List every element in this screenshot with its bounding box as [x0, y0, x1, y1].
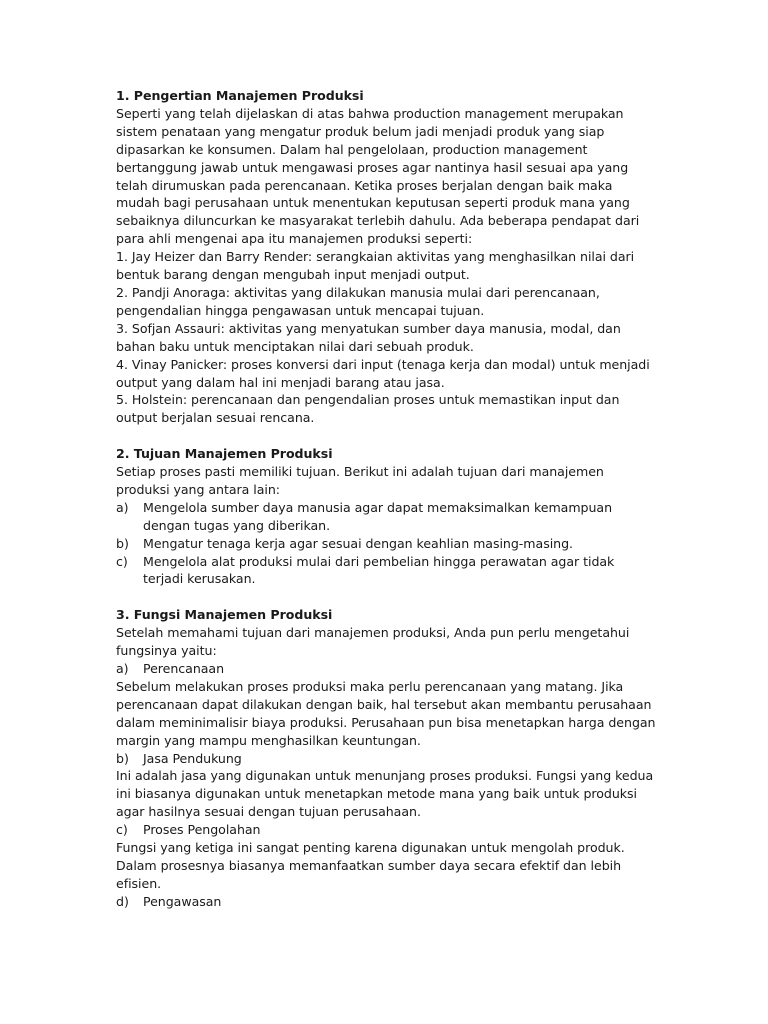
expert-definition-4: 4. Vinay Panicker: proses konversi dari input (tenaga kerja dan modal) untuk menjadi output yang dalam hal ini menjadi barang atau jasa. — [116, 356, 650, 390]
list-marker: a) — [116, 499, 129, 515]
expert-definition-5: 5. Holstein: perencanaan dan pengendalian proses untuk memastikan input dan output berjalan sesuai rencana. — [116, 392, 620, 426]
function-title: Perencanaan — [143, 660, 225, 676]
list-marker: c) — [116, 822, 128, 838]
section-spacer — [116, 588, 656, 606]
function-title: Pengawasan — [143, 893, 222, 909]
list-marker: b) — [116, 750, 129, 766]
list-marker: d) — [116, 893, 129, 909]
function-item — [116, 893, 656, 911]
goal-text: Mengelola sumber daya manusia agar dapat memaksimalkan kemampuan dengan tugas yang diberikan. — [143, 499, 613, 533]
list-marker: a) — [116, 660, 129, 676]
section-1-intro: Seperti yang telah dijelaskan di atas bahwa production management merupakan sistem penataan yang mengatur produk belum jadi menjadi produk yang siap dipasarkan ke konsumen. Dalam hal pengelolaan, production management bertanggung jawab untuk mengawasi proses agar nantinya hasil sesuai apa yang telah dirumuskan pada perencanaan. Ketika proses berjalan dengan baik maka mudah bagi perusahaan untuk menentukan keputusan seperti produk mana yang sebaiknya diluncurkan ke masyarakat terlebih dahulu. Ada beberapa pendapat dari para ahli mengenai apa itu manajemen produksi seperti: — [116, 105, 640, 247]
document-body — [116, 87, 656, 911]
list-marker: b) — [116, 535, 129, 551]
function-title: Jasa Pendukung — [143, 750, 242, 766]
section-2-intro: Setiap proses pasti memiliki tujuan. Berikut ini adalah tujuan dari manajemen produksi yang antara lain: — [116, 464, 604, 497]
function-item — [116, 660, 656, 678]
goal-item — [116, 535, 656, 553]
section-1-heading: 1. Pengertian Manajemen Produksi — [116, 88, 364, 103]
list-marker: c) — [116, 553, 128, 569]
function-description: Fungsi yang ketiga ini sangat penting karena digunakan untuk mengolah produk. Dalam prosesnya biasanya memanfaatkan sumber daya secara efektif dan lebih efisien. — [116, 840, 625, 891]
function-description: Sebelum melakukan proses produksi maka perlu perencanaan yang matang. Jika perencanaan dapat dilakukan dengan baik, hal tersebut akan membantu perusahaan dalam meminimalisir biaya produksi. Perusahaan pun bisa menetapkan harga dengan margin yang mampu menghasilkan keuntungan. — [116, 678, 656, 748]
goal-item — [116, 499, 656, 535]
function-item — [116, 750, 656, 768]
function-item — [116, 821, 656, 839]
expert-definition-3: 3. Sofjan Assauri: aktivitas yang menyatukan sumber daya manusia, modal, dan bahan baku untuk menciptakan nilai dari sebuah produk. — [116, 320, 621, 354]
section-3-heading: 3. Fungsi Manajemen Produksi — [116, 607, 333, 623]
expert-definition-2: 2. Pandji Anoraga: aktivitas yang dilakukan manusia mulai dari perencanaan, pengendalian hingga pengawasan untuk mencapai tujuan. — [116, 284, 600, 318]
section-2-heading: 2. Tujuan Manajemen Produksi — [116, 446, 333, 462]
function-description: Ini adalah jasa yang digunakan untuk menunjang proses produksi. Fungsi yang kedua ini biasanya digunakan untuk menetapkan metode mana yang baik untuk produksi agar hasilnya sesuai dengan tujuan perusahaan. — [116, 768, 654, 820]
section-3-intro: Setelah memahami tujuan dari manajemen produksi, Anda pun perlu mengetahui fungsinya yaitu: — [116, 625, 630, 659]
expert-definition-1: 1. Jay Heizer dan Barry Render: serangkaian aktivitas yang menghasilkan nilai dari bentuk barang dengan mengubah input menjadi output. — [116, 249, 635, 283]
goal-text: Mengelola alat produksi mulai dari pembelian hingga perawatan agar tidak terjadi kerusakan. — [143, 553, 615, 587]
function-title: Proses Pengolahan — [143, 822, 261, 838]
section-spacer — [116, 427, 656, 445]
goal-item — [116, 553, 656, 589]
goal-text: Mengatur tenaga kerja agar sesuai dengan keahlian masing-masing. — [143, 535, 573, 551]
